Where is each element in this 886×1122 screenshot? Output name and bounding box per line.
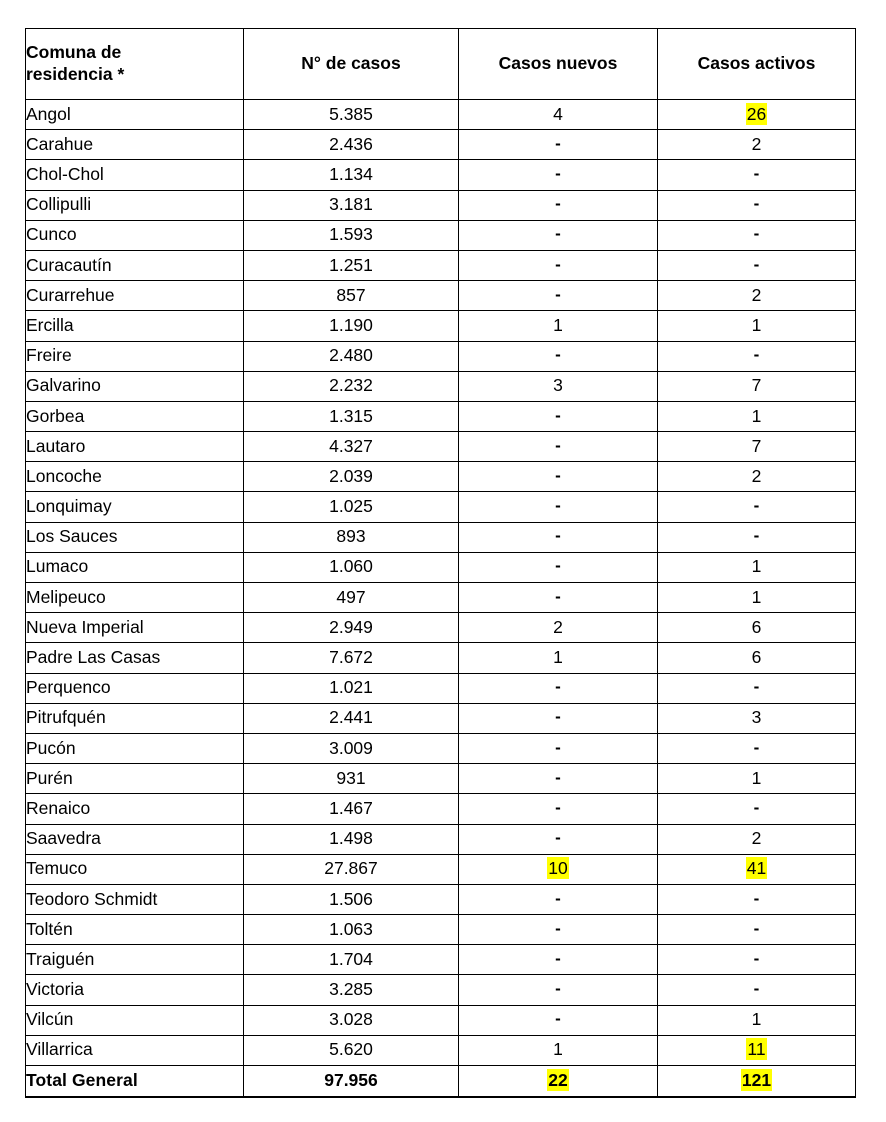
table-row [26,220,856,250]
cell-casos-nuevos [459,220,658,250]
cell-casos-nuevos [459,764,658,794]
value: 3 [553,375,563,396]
value: 6 [751,647,762,668]
cell-casos-activos [658,130,856,160]
value: 7 [751,435,762,456]
cell-casos-nuevos [459,945,658,975]
cell-comuna-name: Freire [26,341,244,371]
cell-comuna-name: Purén [26,764,244,794]
table-row [26,915,856,945]
table-row [26,854,856,884]
no-data-dash: - [753,164,760,184]
column-header-n-de-casos: N° de casos [244,29,459,100]
cell-total-n-de-casos: 97.956 [244,1066,459,1098]
highlighted-value: 41 [746,858,767,879]
cell-n-de-casos: 7.672 [244,643,459,673]
cell-n-de-casos: 1.704 [244,945,459,975]
cell-comuna-name: Nueva Imperial [26,613,244,643]
cell-casos-nuevos [459,733,658,763]
cell-casos-nuevos [459,673,658,703]
no-data-dash: - [753,918,760,938]
no-data-dash: - [555,496,561,516]
no-data-dash: - [753,737,760,757]
table-row [26,794,856,824]
no-data-dash: - [555,586,561,606]
no-data-dash: - [555,918,561,938]
value: 1 [751,1009,762,1030]
no-data-dash: - [555,133,561,153]
column-header-comuna-line2: residencia * [26,64,125,84]
cell-comuna-name: Curacautín [26,250,244,280]
table-row [26,703,856,733]
table-row [26,764,856,794]
cell-comuna-name: Ercilla [26,311,244,341]
cell-casos-nuevos [459,311,658,341]
cell-comuna-name: Carahue [26,130,244,160]
cell-comuna-name: Pucón [26,733,244,763]
cell-comuna-name: Saavedra [26,824,244,854]
value: 3 [751,707,762,728]
cell-casos-activos [658,613,856,643]
table-row [26,643,856,673]
table-row [26,884,856,914]
cell-comuna-name: Los Sauces [26,522,244,552]
cell-n-de-casos: 1.134 [244,160,459,190]
cell-n-de-casos: 3.285 [244,975,459,1005]
cell-casos-activos [658,522,856,552]
cell-casos-activos [658,552,856,582]
table-row [26,190,856,220]
cell-n-de-casos: 1.021 [244,673,459,703]
cell-comuna-name: Padre Las Casas [26,643,244,673]
no-data-dash: - [555,828,561,848]
cell-casos-nuevos [459,643,658,673]
no-data-dash: - [555,767,561,787]
no-data-dash: - [555,1009,561,1029]
cell-comuna-name: Lonquimay [26,492,244,522]
table-body [26,100,856,1098]
cell-casos-activos [658,945,856,975]
value: 1 [751,405,762,426]
table-row [26,462,856,492]
table-row [26,432,856,462]
cell-casos-activos [658,975,856,1005]
cell-n-de-casos: 1.498 [244,824,459,854]
cell-n-de-casos: 2.436 [244,130,459,160]
column-header-casos-nuevos: Casos nuevos [459,29,658,100]
cell-n-de-casos: 1.025 [244,492,459,522]
cell-casos-nuevos [459,432,658,462]
cell-casos-nuevos [459,130,658,160]
table-row [26,130,856,160]
cell-casos-activos [658,190,856,220]
no-data-dash: - [753,888,760,908]
no-data-dash: - [753,224,760,244]
cases-by-comuna-table [25,28,856,1098]
value: 1 [751,767,762,788]
cell-casos-nuevos [459,915,658,945]
value: 1 [751,586,762,607]
no-data-dash: - [555,797,561,817]
cell-casos-activos [658,100,856,130]
cell-casos-nuevos [459,281,658,311]
table-row [26,492,856,522]
cell-casos-nuevos [459,160,658,190]
value: 2 [751,133,762,154]
table-row [26,250,856,280]
cell-n-de-casos: 1.315 [244,401,459,431]
cell-comuna-name: Chol-Chol [26,160,244,190]
cell-comuna-name: Collipulli [26,190,244,220]
value: 1 [553,1039,563,1060]
cell-casos-activos [658,884,856,914]
no-data-dash: - [753,677,760,697]
cell-n-de-casos: 2.480 [244,341,459,371]
cell-casos-nuevos [459,341,658,371]
table-row [26,824,856,854]
value: 2 [553,616,563,637]
cell-casos-activos [658,250,856,280]
cell-comuna-name: Victoria [26,975,244,1005]
table-row [26,522,856,552]
no-data-dash: - [555,707,561,727]
value: 6 [751,616,762,637]
cell-n-de-casos: 2.232 [244,371,459,401]
highlighted-value: 10 [548,858,568,879]
cell-casos-activos [658,703,856,733]
highlighted-value: 11 [747,1039,766,1060]
cell-casos-activos [658,432,856,462]
cell-comuna-name: Galvarino [26,371,244,401]
no-data-dash: - [753,797,760,817]
cell-n-de-casos: 27.867 [244,854,459,884]
cell-casos-activos [658,915,856,945]
table-header [26,29,856,100]
table-row [26,341,856,371]
no-data-dash: - [555,526,561,546]
no-data-dash: - [555,345,561,365]
cell-comuna-name: Teodoro Schmidt [26,884,244,914]
cell-comuna-name: Lautaro [26,432,244,462]
no-data-dash: - [555,284,561,304]
cell-n-de-casos: 931 [244,764,459,794]
cell-n-de-casos: 3.009 [244,733,459,763]
cell-n-de-casos: 2.441 [244,703,459,733]
cell-n-de-casos: 1.063 [244,915,459,945]
cell-n-de-casos: 4.327 [244,432,459,462]
cell-casos-activos [658,854,856,884]
table-header-row [26,29,856,100]
table-row [26,975,856,1005]
cell-casos-activos [658,643,856,673]
no-data-dash: - [753,526,760,546]
no-data-dash: - [753,979,760,999]
cell-casos-activos [658,733,856,763]
cell-casos-nuevos [459,824,658,854]
table-row [26,733,856,763]
value: 2 [751,828,762,849]
cell-comuna-name: Vilcún [26,1005,244,1035]
table-row [26,1005,856,1035]
table-row [26,401,856,431]
cell-casos-activos [658,462,856,492]
table-row [26,100,856,130]
cell-casos-nuevos [459,371,658,401]
cell-n-de-casos: 5.620 [244,1035,459,1065]
cell-casos-activos [658,1035,856,1065]
no-data-dash: - [555,556,561,576]
value: 1 [751,314,762,335]
cell-casos-nuevos [459,1005,658,1035]
cell-casos-nuevos [459,975,658,1005]
cases-table-container [25,28,855,1098]
value: 4 [553,103,563,124]
cell-casos-activos [658,794,856,824]
no-data-dash: - [753,194,760,214]
cell-casos-activos [658,1005,856,1035]
value: 7 [751,375,762,396]
cell-n-de-casos: 857 [244,281,459,311]
cell-n-de-casos: 1.593 [244,220,459,250]
cell-casos-nuevos [459,884,658,914]
highlighted-value: 121 [741,1070,772,1091]
cell-casos-nuevos [459,401,658,431]
cell-casos-activos [658,311,856,341]
no-data-dash: - [555,254,561,274]
no-data-dash: - [555,979,561,999]
cell-casos-activos [658,371,856,401]
cell-casos-nuevos [459,703,658,733]
cell-comuna-name: Loncoche [26,462,244,492]
cell-casos-activos [658,160,856,190]
no-data-dash: - [555,465,561,485]
no-data-dash: - [555,888,561,908]
cell-n-de-casos: 1.251 [244,250,459,280]
cell-casos-nuevos [459,583,658,613]
cell-casos-activos [658,764,856,794]
no-data-dash: - [555,194,561,214]
value: 1 [751,556,762,577]
cell-n-de-casos: 2.039 [244,462,459,492]
table-row [26,311,856,341]
no-data-dash: - [555,224,561,244]
cell-n-de-casos: 893 [244,522,459,552]
cell-comuna-name: Melipeuco [26,583,244,613]
cell-comuna-name: Villarrica [26,1035,244,1065]
table-row [26,583,856,613]
cell-casos-activos [658,824,856,854]
highlighted-value: 22 [548,1070,568,1091]
no-data-dash: - [555,677,561,697]
no-data-dash: - [753,496,760,516]
highlighted-value: 26 [746,103,767,124]
cell-casos-activos [658,583,856,613]
cell-comuna-name: Angol [26,100,244,130]
no-data-dash: - [753,948,760,968]
cell-n-de-casos: 1.060 [244,552,459,582]
no-data-dash: - [555,737,561,757]
cell-comuna-name: Renaico [26,794,244,824]
cell-casos-nuevos [459,522,658,552]
cell-casos-activos [658,341,856,371]
value: 2 [751,465,762,486]
table-total-row [26,1066,856,1098]
cell-n-de-casos: 2.949 [244,613,459,643]
cell-n-de-casos: 497 [244,583,459,613]
cell-casos-nuevos [459,1035,658,1065]
cell-n-de-casos: 3.181 [244,190,459,220]
cell-casos-activos [658,220,856,250]
cell-n-de-casos: 3.028 [244,1005,459,1035]
table-row [26,371,856,401]
column-header-comuna-line1: Comuna de [26,42,122,63]
no-data-dash: - [555,435,561,455]
table-row [26,673,856,703]
cell-comuna-name: Traiguén [26,945,244,975]
no-data-dash: - [555,405,561,425]
cell-comuna-name: Temuco [26,854,244,884]
cell-n-de-casos: 5.385 [244,100,459,130]
table-row [26,1035,856,1065]
cell-n-de-casos: 1.190 [244,311,459,341]
table-row [26,613,856,643]
table-row [26,552,856,582]
cell-casos-nuevos [459,794,658,824]
cell-total-casos-nuevos [459,1066,658,1098]
no-data-dash: - [753,345,760,365]
cell-comuna-name: Pitrufquén [26,703,244,733]
cell-total-casos-activos [658,1066,856,1098]
cell-comuna-name: Gorbea [26,401,244,431]
value: 1 [553,647,563,668]
cell-casos-activos [658,673,856,703]
cell-casos-nuevos [459,462,658,492]
cell-casos-activos [658,401,856,431]
cell-comuna-name: Lumaco [26,552,244,582]
value: 1 [553,314,563,335]
cell-total-label: Total General [26,1066,244,1098]
no-data-dash: - [753,254,760,274]
table-row [26,281,856,311]
table-row [26,160,856,190]
cell-casos-activos [658,281,856,311]
cell-comuna-name: Toltén [26,915,244,945]
no-data-dash: - [555,164,561,184]
cell-comuna-name: Curarrehue [26,281,244,311]
cell-casos-nuevos [459,492,658,522]
cell-comuna-name: Perquenco [26,673,244,703]
cell-casos-nuevos [459,613,658,643]
column-header-comuna [26,29,244,100]
cell-n-de-casos: 1.467 [244,794,459,824]
cell-casos-nuevos [459,250,658,280]
cell-comuna-name: Cunco [26,220,244,250]
cell-casos-nuevos [459,552,658,582]
no-data-dash: - [555,948,561,968]
cell-n-de-casos: 1.506 [244,884,459,914]
cell-casos-nuevos [459,100,658,130]
column-header-casos-activos: Casos activos [658,29,856,100]
cell-casos-activos [658,492,856,522]
cell-casos-nuevos [459,854,658,884]
table-row [26,945,856,975]
value: 2 [751,284,762,305]
cell-casos-nuevos [459,190,658,220]
